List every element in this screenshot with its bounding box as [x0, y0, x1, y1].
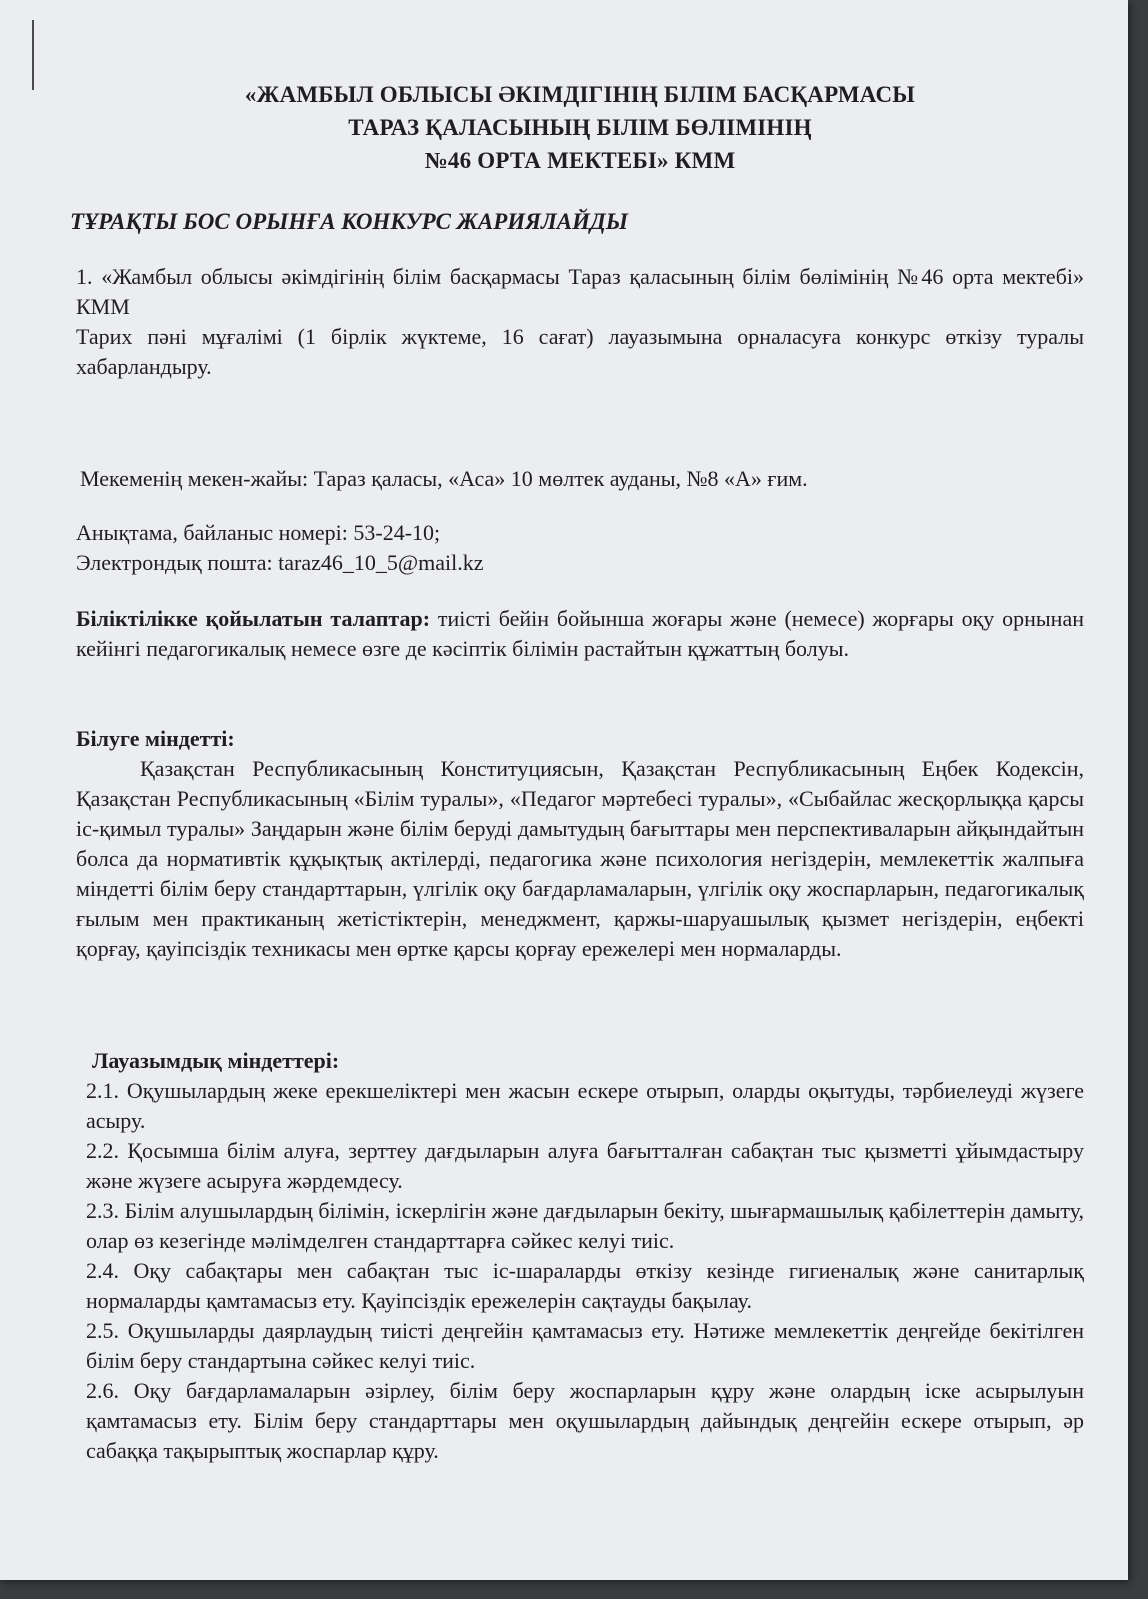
qualification-label: Біліктілікке қойылатын талаптар:: [76, 606, 431, 631]
intro-paragraph-1: 1. «Жамбыл облысы әкімдігінің білім басқармасы Тараз қаласының білім бөлімінің №46 орта мектебі» КММ: [76, 264, 1084, 319]
contacts-section: [76, 518, 1084, 578]
phone-line: Анықтама, байланыс номері: 53-24-10;: [76, 520, 441, 545]
duty-item: 2.5. Оқушыларды даярлаудың тиісті деңгейін қамтамасыз ету. Нәтиже мемлекеттік деңгейде бекітілген білім беру стандартына сәйкес келуі тиіс.: [86, 1318, 1084, 1373]
document-header: [76, 78, 1084, 177]
knowledge-text: Қазақстан Республикасының Конституциясын, Қазақстан Республикасының Еңбек Кодексін, Қазақстан Республикасының «Білім туралы», «Педагог мәртебесі туралы», «Сыбайлас жесқорлыққа қарсы іс-қимыл туралы» Заңдарын және білім беруді дамытудың бағыттары мен перспективаларын айқындайтын болса да нормативтік құқықтық актілерді, педагогика және психология негіздерін, мемлекеттік жалпыға міндетті білім беру стандарттарын, үлгілік оқу бағдарламаларын, үлгілік оқу жоспарларын, педагогикалық ғылым мен практиканың жетістіктерін, менеджмент, қаржы-шаруашылық қызмет негіздерін, еңбекті қорғау, қауіпсіздік техникасы мен өртке қарсы қорғау ережелері мен нормаларды.: [76, 756, 1084, 961]
header-line-1: «ЖАМБЫЛ ОБЛЫСЫ ӘКІМДІГІНІҢ БІЛІМ БАСҚАРМАСЫ: [244, 82, 916, 107]
address-line: [80, 464, 1084, 494]
duty-item: 2.1. Оқушылардың жеке ерекшеліктері мен жасын ескере отырып, оларды оқытуды, тәрбиелеуді жүзеге асыру.: [86, 1078, 1084, 1133]
duty-item: 2.4. Оқу сабақтары мен сабақтан тыс іс-шараларды өткізу кезінде гигиеналық және санитарлық нормаларды қамтамасыз ету. Қауіпсіздік ережелерін сақтауды бақылау.: [86, 1258, 1084, 1313]
knowledge-section: [76, 724, 1084, 964]
announcement-title: ТҰРАҚТЫ БОС ОРЫНҒА КОНКУРС ЖАРИЯЛАЙДЫ: [70, 209, 629, 234]
header-line-3: №46 ОРТА МЕКТЕБІ» КММ: [424, 148, 736, 173]
duties-title: Лауазымдық міндеттері:: [92, 1048, 340, 1073]
margin-mark: [32, 20, 34, 90]
duties-section: [86, 1046, 1084, 1466]
qualification-section: [76, 604, 1084, 664]
header-line-2: ТАРАЗ ҚАЛАСЫНЫҢ БІЛІМ БӨЛІМІНІҢ: [348, 115, 812, 140]
intro-paragraph-2: Тарих пәні мұғалімі (1 бірлік жүктеме, 16 сағат) лауазымына орналасуға конкурс өткізу туралы хабарландыру.: [76, 324, 1084, 379]
qualification-paragraph: [76, 604, 1084, 664]
duty-item: 2.2. Қосымша білім алуға, зерттеу дағдыларын алуға бағытталған сабақтан тыс қызметті ұйымдастыру және жүзеге асыруға жәрдемдесу.: [86, 1138, 1084, 1193]
intro-section: [76, 262, 1084, 382]
duty-item: 2.3. Білім алушылардың білімін, іскерлігін және дағдыларын бекіту, шығармашылық қабілеттерін дамыту, олар өз кезегінде мәлімделген стандарттарға сәйкес келуі тиіс.: [86, 1198, 1084, 1253]
knowledge-title: Білуге міндетті:: [76, 726, 235, 751]
qualification-text: тиісті бейін бойынша жоғары және (немесе) жорғары оқу орнынан кейінгі педагогикалық немесе өзге де кәсіптік білімін растайтын құжаттың болуы.: [76, 606, 1084, 661]
duty-item: 2.6. Оқу бағдарламаларын әзірлеу, білім беру жоспарларын құру және олардың іске асырылуын қамтамасыз ету. Білім беру стандарттары мен оқушылардың дайындық деңгейін ескере отырып, әр сабаққа тақырыптық жоспарлар құру.: [86, 1378, 1084, 1463]
address-text: Мекеменің мекен-жайы: Тараз қаласы, «Аса» 10 мөлтек ауданы, №8 «А» ғим.: [80, 466, 808, 491]
email-line: Электрондық пошта: taraz46_10_5@mail.kz: [76, 550, 484, 575]
